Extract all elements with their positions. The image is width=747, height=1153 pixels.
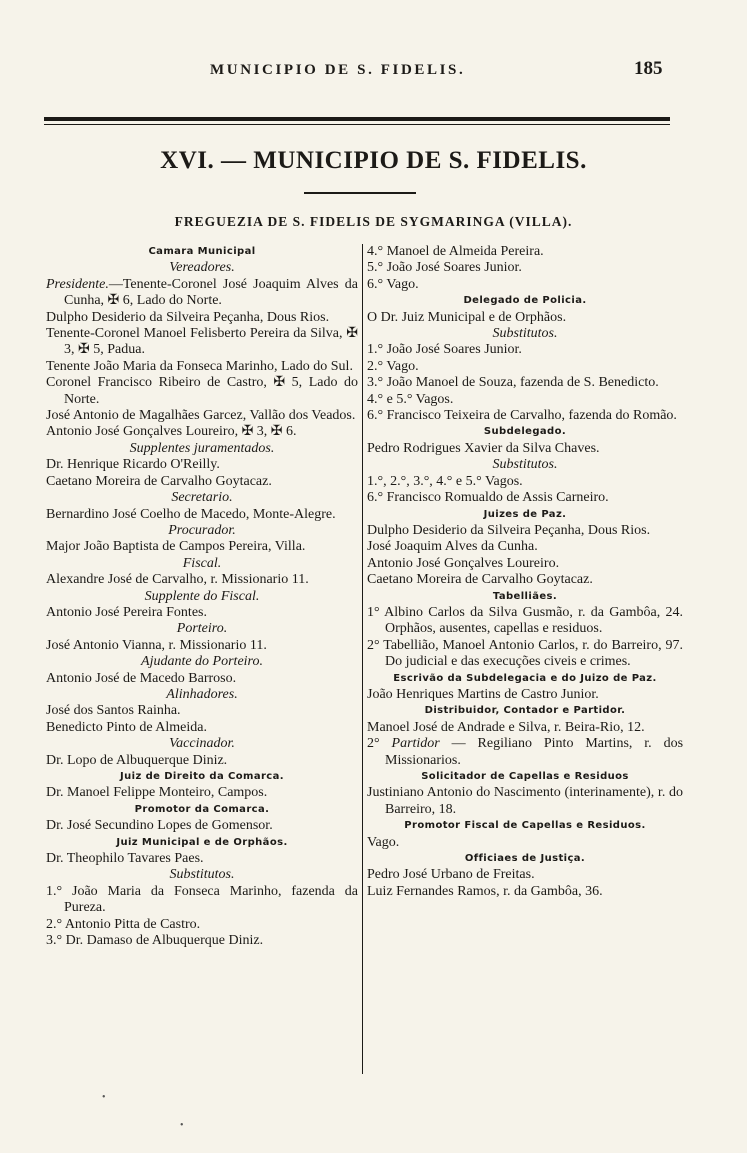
running-head (0, 58, 747, 86)
section-heading-juiz-direito: Juiz de Direito da Comarca. (120, 771, 284, 782)
entry-delegado-substituto: 4.° e 5.° Vagos. (367, 391, 454, 407)
ink-speck: • (180, 1120, 184, 1131)
entry-substituto: 6.° Vago. (367, 276, 419, 292)
entry-juiz-paz: Dulpho Desiderio da Silveira Peçanha, Dous Rios. (367, 522, 651, 538)
presidente-label: Presidente. (46, 276, 109, 292)
section-heading-promotor-fiscal: Promotor Fiscal de Capellas e Residuos. (404, 820, 646, 832)
section-heading-delegado: Delegado de Policia. (463, 295, 587, 307)
entry-ajudante: Antonio José de Macedo Barroso. (46, 670, 237, 686)
entry-substituto: 3.° Dr. Damaso de Albuquerque Diniz. (46, 933, 264, 949)
chapter-divider (304, 192, 416, 194)
entry-vereador: Tenente João Maria da Fonseca Marinho, Lado do Sul. (46, 358, 353, 374)
entry-supplente: Dr. Henrique Ricardo O'Reilly. (46, 457, 220, 473)
ink-speck: • (102, 1092, 106, 1103)
entry-juiz-paz: Antonio José Gonçalves Loureiro. (367, 555, 560, 571)
presidente-text: —Tenente-Coronel José Joaquim Alves da Cunha, ✠ 6, Lado do Norte. (64, 276, 358, 309)
entry-promotor-fiscal: Vago. (367, 834, 400, 850)
entry-tabelliao: 1° Albino Carlos da Silva Gusmão, r. da Gambôa, 24. Orphãos, ausentes, capellas e residuos. (367, 604, 683, 637)
page-number: 185 (634, 58, 663, 79)
entry-vereador: Antonio José Gonçalves Loureiro, ✠ 3, ✠ 6. (46, 424, 297, 440)
entry-alinhador: Benedicto Pinto de Almeida. (46, 719, 207, 735)
subheading-delegado-substitutos: Substitutos. (492, 326, 558, 342)
entry-delegado-substituto: 6.° Francisco Teixeira de Carvalho, fazenda do Romão. (367, 408, 677, 424)
entry-vaccinador: Dr. Lopo de Albuquerque Diniz. (46, 752, 228, 768)
header-rule-thin (44, 124, 670, 125)
entry-delegado: O Dr. Juiz Municipal e de Orphãos. (367, 309, 567, 325)
subheading-porteiro: Porteiro. (176, 621, 228, 637)
subheading-substitutos: Substitutos. (169, 867, 235, 883)
entry-presidente (46, 277, 358, 310)
section-heading-promotor: Promotor da Comarca. (134, 803, 270, 815)
running-head-title: MUNICIPIO DE S. FIDELIS. (210, 62, 466, 78)
entry-subdelegado-substituto: 6.° Francisco Romualdo de Assis Carneiro. (367, 490, 609, 506)
entry-supplente: Caetano Moreira de Carvalho Goytacaz. (46, 473, 272, 489)
entry-escrivao: João Henriques Martins de Castro Junior. (367, 686, 599, 702)
entry-delegado-substituto: 3.° João Manoel de Souza, fazenda de S. Benedicto. (367, 375, 659, 391)
entry-tabelliao: 2° Tabellião, Manoel Antonio Carlos, r. do Barreiro, 97. Do judicial e das execuções civeis e crimes. (367, 637, 683, 670)
section-heading-camara: Camara Municipal (148, 246, 256, 257)
entry-substituto: 4.° Manoel de Almeida Pereira. (367, 244, 544, 259)
entry-vereador: José Antonio de Magalhães Garcez, Vallão dos Veados. (46, 408, 356, 424)
entry-substituto: 2.° Antonio Pitta de Castro. (46, 916, 201, 932)
entry-vereador: Coronel Francisco Ribeiro de Castro, ✠ 5, Lado do Norte. (46, 375, 358, 407)
subheading-secretario: Secretario. (171, 490, 233, 506)
left-column (46, 244, 358, 949)
subheading-procurador: Procurador. (168, 522, 236, 538)
subheading-fiscal: Fiscal. (182, 555, 222, 571)
header-rule-thick (44, 117, 670, 121)
partidor-text: — Regiliano Pinto Martins, r. dos Missionarios. (385, 736, 684, 768)
section-heading-distribuidor: Distribuidor, Contador e Partidor. (424, 705, 626, 717)
entry-porteiro: José Antonio Vianna, r. Missionario 11. (46, 637, 267, 653)
entry-alinhador: José dos Santos Rainha. (46, 703, 181, 719)
entry-juiz-paz: Caetano Moreira de Carvalho Goytacaz. (367, 572, 593, 588)
entry-vereador: Tenente-Coronel Manoel Felisberto Pereira da Silva, ✠ 3, ✠ 5, Padua. (46, 326, 358, 358)
partidor-label: Partidor (391, 736, 440, 752)
subheading-vereadores: Vereadores. (169, 260, 235, 276)
entry-substituto: 1.° João Maria da Fonseca Marinho, fazenda da Pureza. (46, 883, 358, 916)
entry-delegado-substituto: 1.° João José Soares Junior. (367, 342, 522, 358)
entry-partidor (367, 736, 683, 769)
section-heading-juizes-paz: Juizes de Paz. (483, 508, 567, 520)
section-heading-officiaes: Officiaes de Justiça. (464, 853, 586, 865)
entry-juiz-paz: José Joaquim Alves da Cunha. (367, 539, 538, 555)
entry-supplente-fiscal: Antonio José Pereira Fontes. (46, 604, 207, 620)
entry-subdelegado: Pedro Rodrigues Xavier da Silva Chaves. (367, 440, 600, 456)
parish-title: FREGUEZIA DE S. FIDELIS DE SYGMARINGA (VILLA). (174, 214, 573, 229)
entry-distribuidor: Manoel José de Andrade e Silva, r. Beira-Rio, 12. (367, 719, 645, 735)
subheading-supplentes: Supplentes juramentados. (129, 440, 275, 456)
entry-fiscal: Alexandre José de Carvalho, r. Missionario 11. (46, 572, 309, 588)
entry-official: Luiz Fernandes Ramos, r. da Gambôa, 36. (367, 883, 603, 899)
section-heading-juiz-municipal: Juiz Municipal e de Orphãos. (116, 836, 288, 848)
entry-official: Pedro José Urbano de Freitas. (367, 867, 535, 883)
subheading-ajudante: Ajudante do Porteiro. (141, 654, 263, 670)
section-heading-escrivao: Escrivão da Subdelegacia e do Juizo de Paz. (393, 672, 657, 684)
subheading-alinhadores: Alinhadores. (166, 686, 238, 702)
chapter-title: XVI. — MUNICIPIO DE S. FIDELIS. (160, 147, 587, 174)
entry-subdelegado-substituto: 1.°, 2.°, 3.°, 4.° e 5.° Vagos. (367, 473, 523, 489)
subheading-vaccinador: Vaccinador. (169, 736, 235, 752)
entry-promotor: Dr. José Secundino Lopes de Gomensor. (46, 818, 273, 834)
entry-juiz-direito: Dr. Manoel Felippe Monteiro, Campos. (46, 785, 268, 801)
subheading-subdelegado-substitutos: Substitutos. (492, 457, 558, 473)
entry-solicitador: Justiniano Antonio do Nascimento (interinamente), r. do Barreiro, 18. (367, 785, 683, 817)
entry-delegado-substituto: 2.° Vago. (367, 358, 419, 374)
entry-substituto: 5.° João José Soares Junior. (367, 260, 522, 276)
entry-secretario: Bernardino José Coelho de Macedo, Monte-Alegre. (46, 506, 336, 522)
partidor-prefix: 2° (367, 736, 380, 752)
subheading-supplente-fiscal: Supplente do Fiscal. (144, 588, 260, 604)
entry-procurador: Major João Baptista de Campos Pereira, Villa. (46, 539, 306, 555)
section-heading-solicitador: Solicitador de Capellas e Residuos (421, 771, 629, 782)
right-column (362, 244, 683, 1074)
entry-juiz-municipal: Dr. Theophilo Tavares Paes. (46, 851, 204, 867)
section-heading-subdelegado: Subdelegado. (483, 426, 567, 438)
section-heading-tabelliaes: Tabelliães. (492, 590, 558, 602)
entry-vereador: Dulpho Desiderio da Silveira Peçanha, Dous Rios. (46, 309, 330, 325)
